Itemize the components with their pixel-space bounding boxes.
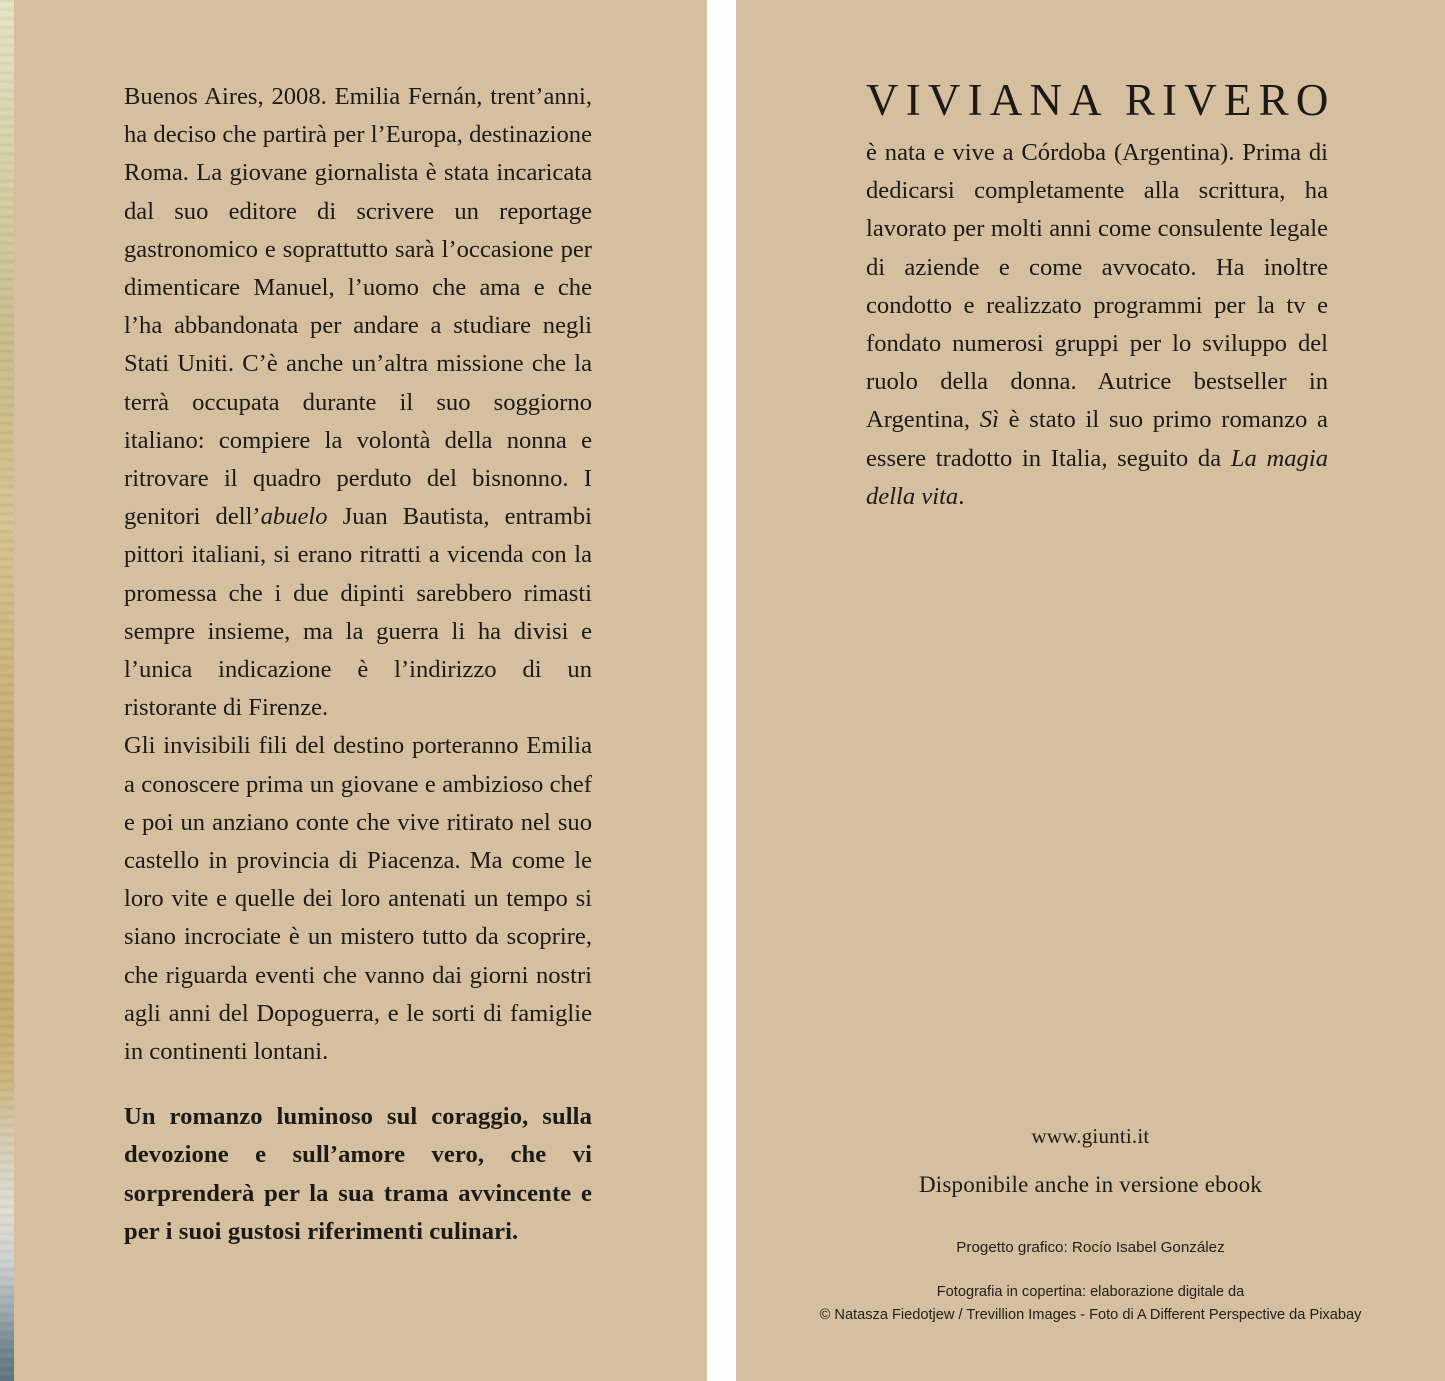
- blurb-paragraph-1: [124, 78, 592, 727]
- bio-book-title-la-magia-della-vita: La magia della vita: [866, 444, 1328, 510]
- author-bio-paragraph: [866, 134, 1328, 516]
- blurb-text-block: [124, 78, 592, 1251]
- panel-divider: [707, 0, 736, 1381]
- bio-text-a: è nata e vive a Córdoba (Argentina). Prima di dedicarsi completamente alla scrittura, ha lavorato per molti anni come consulente legale di aziende e come avvocato. Ha inoltre condotto e realizzato programmi per la tv e fondato numerosi gruppi per lo sviluppo del ruolo della donna. Autrice bestseller in Argentina,: [866, 139, 1328, 434]
- blurb-p1-text-a: Buenos Aires, 2008. Emilia Fernán, trent’anni, ha deciso che partirà per l’Europa, destinazione Roma. La giovane giornalista è stata incaricata dal suo editore di scrivere un reportage gastronomico e soprattutto sarà l’occasione per dimenticare Manuel, l’uomo che ama e che l’ha abbandonata per andare a studiare negli Stati Uniti. C’è anche un’altra missione che la terrà occupata durante il suo soggiorno italiano: compiere la volontà della nonna e ritrovare il quadro perduto del bisnonno. I genitori dell’: [124, 83, 592, 531]
- blurb-paragraph-2: Gli invisibili fili del destino porteranno Emilia a conoscere prima un giovane e ambizioso chef e poi un anziano conte che vive ritirato nel suo castello in provincia di Piacenza. Ma come le loro vite e quelle dei loro antenati un tempo si siano incrociate è un mistero tutto da scoprire, che riguarda eventi che vanno dai giorni nostri agli anni del Dopoguerra, e le sorti di famiglie in continenti lontani.: [124, 732, 592, 1066]
- graphic-design-credit: Progetto grafico: Rocío Isabel González: [956, 1239, 1225, 1256]
- bio-book-title-si: Sì: [979, 406, 999, 434]
- cover-photo-credit: [736, 1281, 1445, 1327]
- wraparound-photo-strip-texture: [0, 0, 14, 1381]
- author-bio-block: [866, 134, 1328, 516]
- bio-text-c: .: [958, 482, 965, 510]
- blurb-highlight-paragraph: Un romanzo luminoso sul coraggio, sulla devozione e sull’amore vero, che vi sorprenderà per la sua trama avvincente e per i suoi gustosi riferimenti culinari.: [124, 1103, 592, 1245]
- cover-photo-credit-line-1: Fotografia in copertina: elaborazione digitale da: [936, 1284, 1245, 1300]
- ebook-availability-note: Disponibile anche in versione ebook: [919, 1172, 1262, 1197]
- bio-text-b: è stato il suo primo romanzo a essere tradotto in Italia, seguito da: [866, 406, 1328, 472]
- publisher-website[interactable]: www.giunti.it: [1031, 1124, 1150, 1148]
- blurb-p1-text-b: Juan Bautista, entrambi pittori italiani, si erano ritratti a vicenda con la promessa che i due dipinti sarebbero rimasti sempre insieme, ma la guerra li ha divisi e l’unica indicazione è l’indirizzo di un ristorante di Firenze.: [124, 503, 592, 722]
- blurb-p1-italic-abuelo: abuelo: [260, 503, 328, 531]
- cover-photo-credit-line-2: © Natasza Fiedotjew / Trevillion Images - Foto di A Different Perspective da Pixabay: [819, 1307, 1362, 1323]
- author-name: VIVIANA RIVERO: [866, 75, 1336, 125]
